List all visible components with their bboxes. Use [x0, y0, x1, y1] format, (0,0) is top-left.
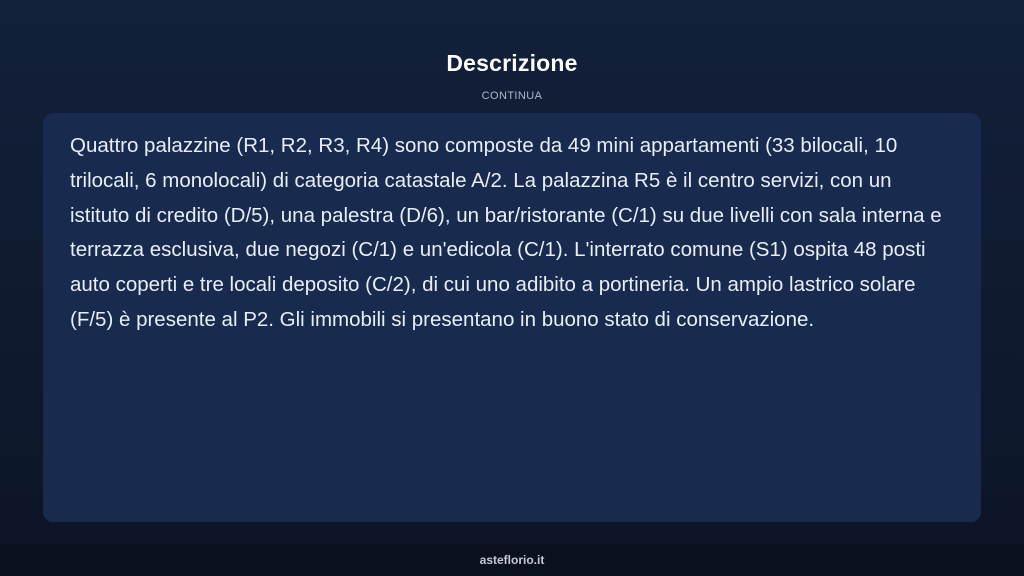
page-title: Descrizione	[446, 50, 578, 76]
footer-brand: asteflorio.it	[479, 553, 545, 567]
page-subtitle: CONTINUA	[481, 90, 543, 102]
description-text: Quattro palazzine (R1, R2, R3, R4) sono composte da 49 mini appartamenti (33 bilocali, 10 trilocali, 6 monolocali) di categoria catastale A/2. La palazzina R5 è il centro servizi, con un istituto di credito (D/5), una palestra (D/6), un bar/ristorante (C/1) su due livelli con sala interna e terrazza esclusiva, due negozi (C/1) e un'edicola (C/1). L'interrato comune (S1) ospita 48 posti auto coperti e tre locali deposito (C/2), di cui uno adibito a portineria. Un ampio lastrico solare (F/5) è presente al P2. Gli immobili si presentano in buono stato di conservazione.	[70, 134, 942, 331]
description-card	[43, 113, 981, 522]
footer-bar	[0, 544, 1024, 576]
